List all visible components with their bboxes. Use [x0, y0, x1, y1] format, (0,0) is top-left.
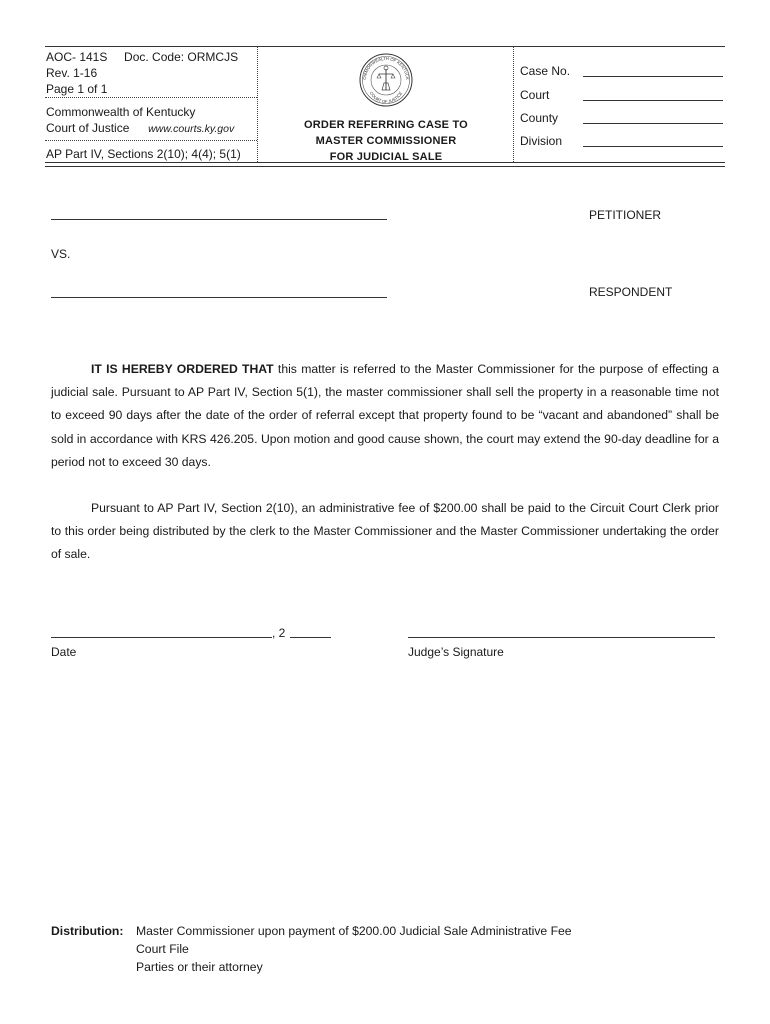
doc-code: Doc. Code: ORMCJS	[124, 50, 239, 64]
order-paragraph-2	[51, 497, 719, 567]
distribution-label: Distribution:	[51, 924, 124, 938]
county-field[interactable]	[583, 109, 723, 124]
form-revision: Rev. 1-16	[46, 66, 98, 80]
svg-text:COURT OF JUSTICE	[369, 91, 404, 105]
header-top-rule	[45, 46, 725, 47]
header-left-separator-1	[45, 97, 257, 98]
form-number: AOC- 141S	[46, 50, 108, 64]
respondent-field[interactable]	[51, 283, 387, 298]
header-bottom-rule-2	[45, 166, 725, 167]
court-of-justice: Court of Justice	[46, 121, 130, 135]
county-label: County	[520, 111, 559, 125]
form-title-line-3: FOR JUDICIAL SALE	[329, 151, 443, 163]
order-paragraph-1-text: this matter is referred to the Master Commissioner for the purpose of effecting a judicial sale. Pursuant to AP Part IV, Section 5(1), the master commissioner shall sell the property in a reasonable time not to exceed 90 days after the date of the order of referral except that property found to be “vacant and abandoned” shall be sold in accordance with KRS 426.205. Upon motion and good cause shown, the court may extend the 90-day deadline for a period not to exceed 30 days.	[51, 362, 719, 469]
court-of-justice-line	[46, 121, 234, 135]
order-paragraph-1	[51, 358, 719, 474]
division-label: Division	[520, 134, 563, 148]
seal-text-bottom: COURT OF JUSTICE	[368, 90, 404, 105]
petitioner-field[interactable]	[51, 205, 387, 220]
header-left-separator-2	[45, 140, 257, 141]
state-name: Commonwealth of Kentucky	[46, 105, 196, 119]
distribution-item: Parties or their attorney	[136, 960, 263, 974]
division-field[interactable]	[583, 132, 723, 147]
rules-reference: AP Part IV, Sections 2(10); 4(4); 5(1)	[46, 147, 241, 161]
form-title-line-1: ORDER REFERRING CASE TO	[304, 119, 468, 131]
distribution-item: Master Commissioner upon payment of $200.00 Judicial Sale Administrative Fee	[136, 924, 572, 938]
kentucky-seal-icon	[354, 52, 418, 108]
date-label: Date	[51, 645, 77, 659]
case-no-field[interactable]	[583, 62, 723, 77]
distribution-item: Court File	[136, 942, 189, 956]
order-paragraph-2-text: Pursuant to AP Part IV, Section 2(10), an administrative fee of $200.00 shall be paid to the Circuit Court Clerk prior to this order being distributed by the clerk to the Master Commissioner and the Master Commissioner undertaking the order of sale.	[51, 501, 719, 562]
page-count: Page 1 of 1	[46, 82, 108, 96]
judge-signature-label: Judge’s Signature	[408, 645, 504, 659]
case-no-label: Case No.	[520, 64, 571, 78]
date-year-prefix: , 2	[272, 626, 286, 640]
date-year-field[interactable]	[290, 637, 331, 638]
petitioner-label: PETITIONER	[589, 208, 662, 222]
date-field[interactable]	[51, 637, 272, 638]
versus-label: VS.	[51, 247, 71, 261]
seal-text-top: OMMONWEALTH OF KENTUCK	[361, 55, 411, 81]
court-label: Court	[520, 88, 550, 102]
judge-signature-field[interactable]	[408, 637, 715, 638]
website-link[interactable]: www.courts.ky.gov	[148, 123, 235, 135]
court-field[interactable]	[583, 86, 723, 101]
svg-text:COMMONWEALTH OF KENTUCKY	[354, 52, 410, 80]
respondent-label: RESPONDENT	[589, 285, 673, 299]
form-id	[46, 50, 238, 64]
form-title-line-2: MASTER COMMISSIONER	[315, 135, 457, 147]
order-lead-in: IT IS HEREBY ORDERED THAT	[91, 362, 274, 376]
